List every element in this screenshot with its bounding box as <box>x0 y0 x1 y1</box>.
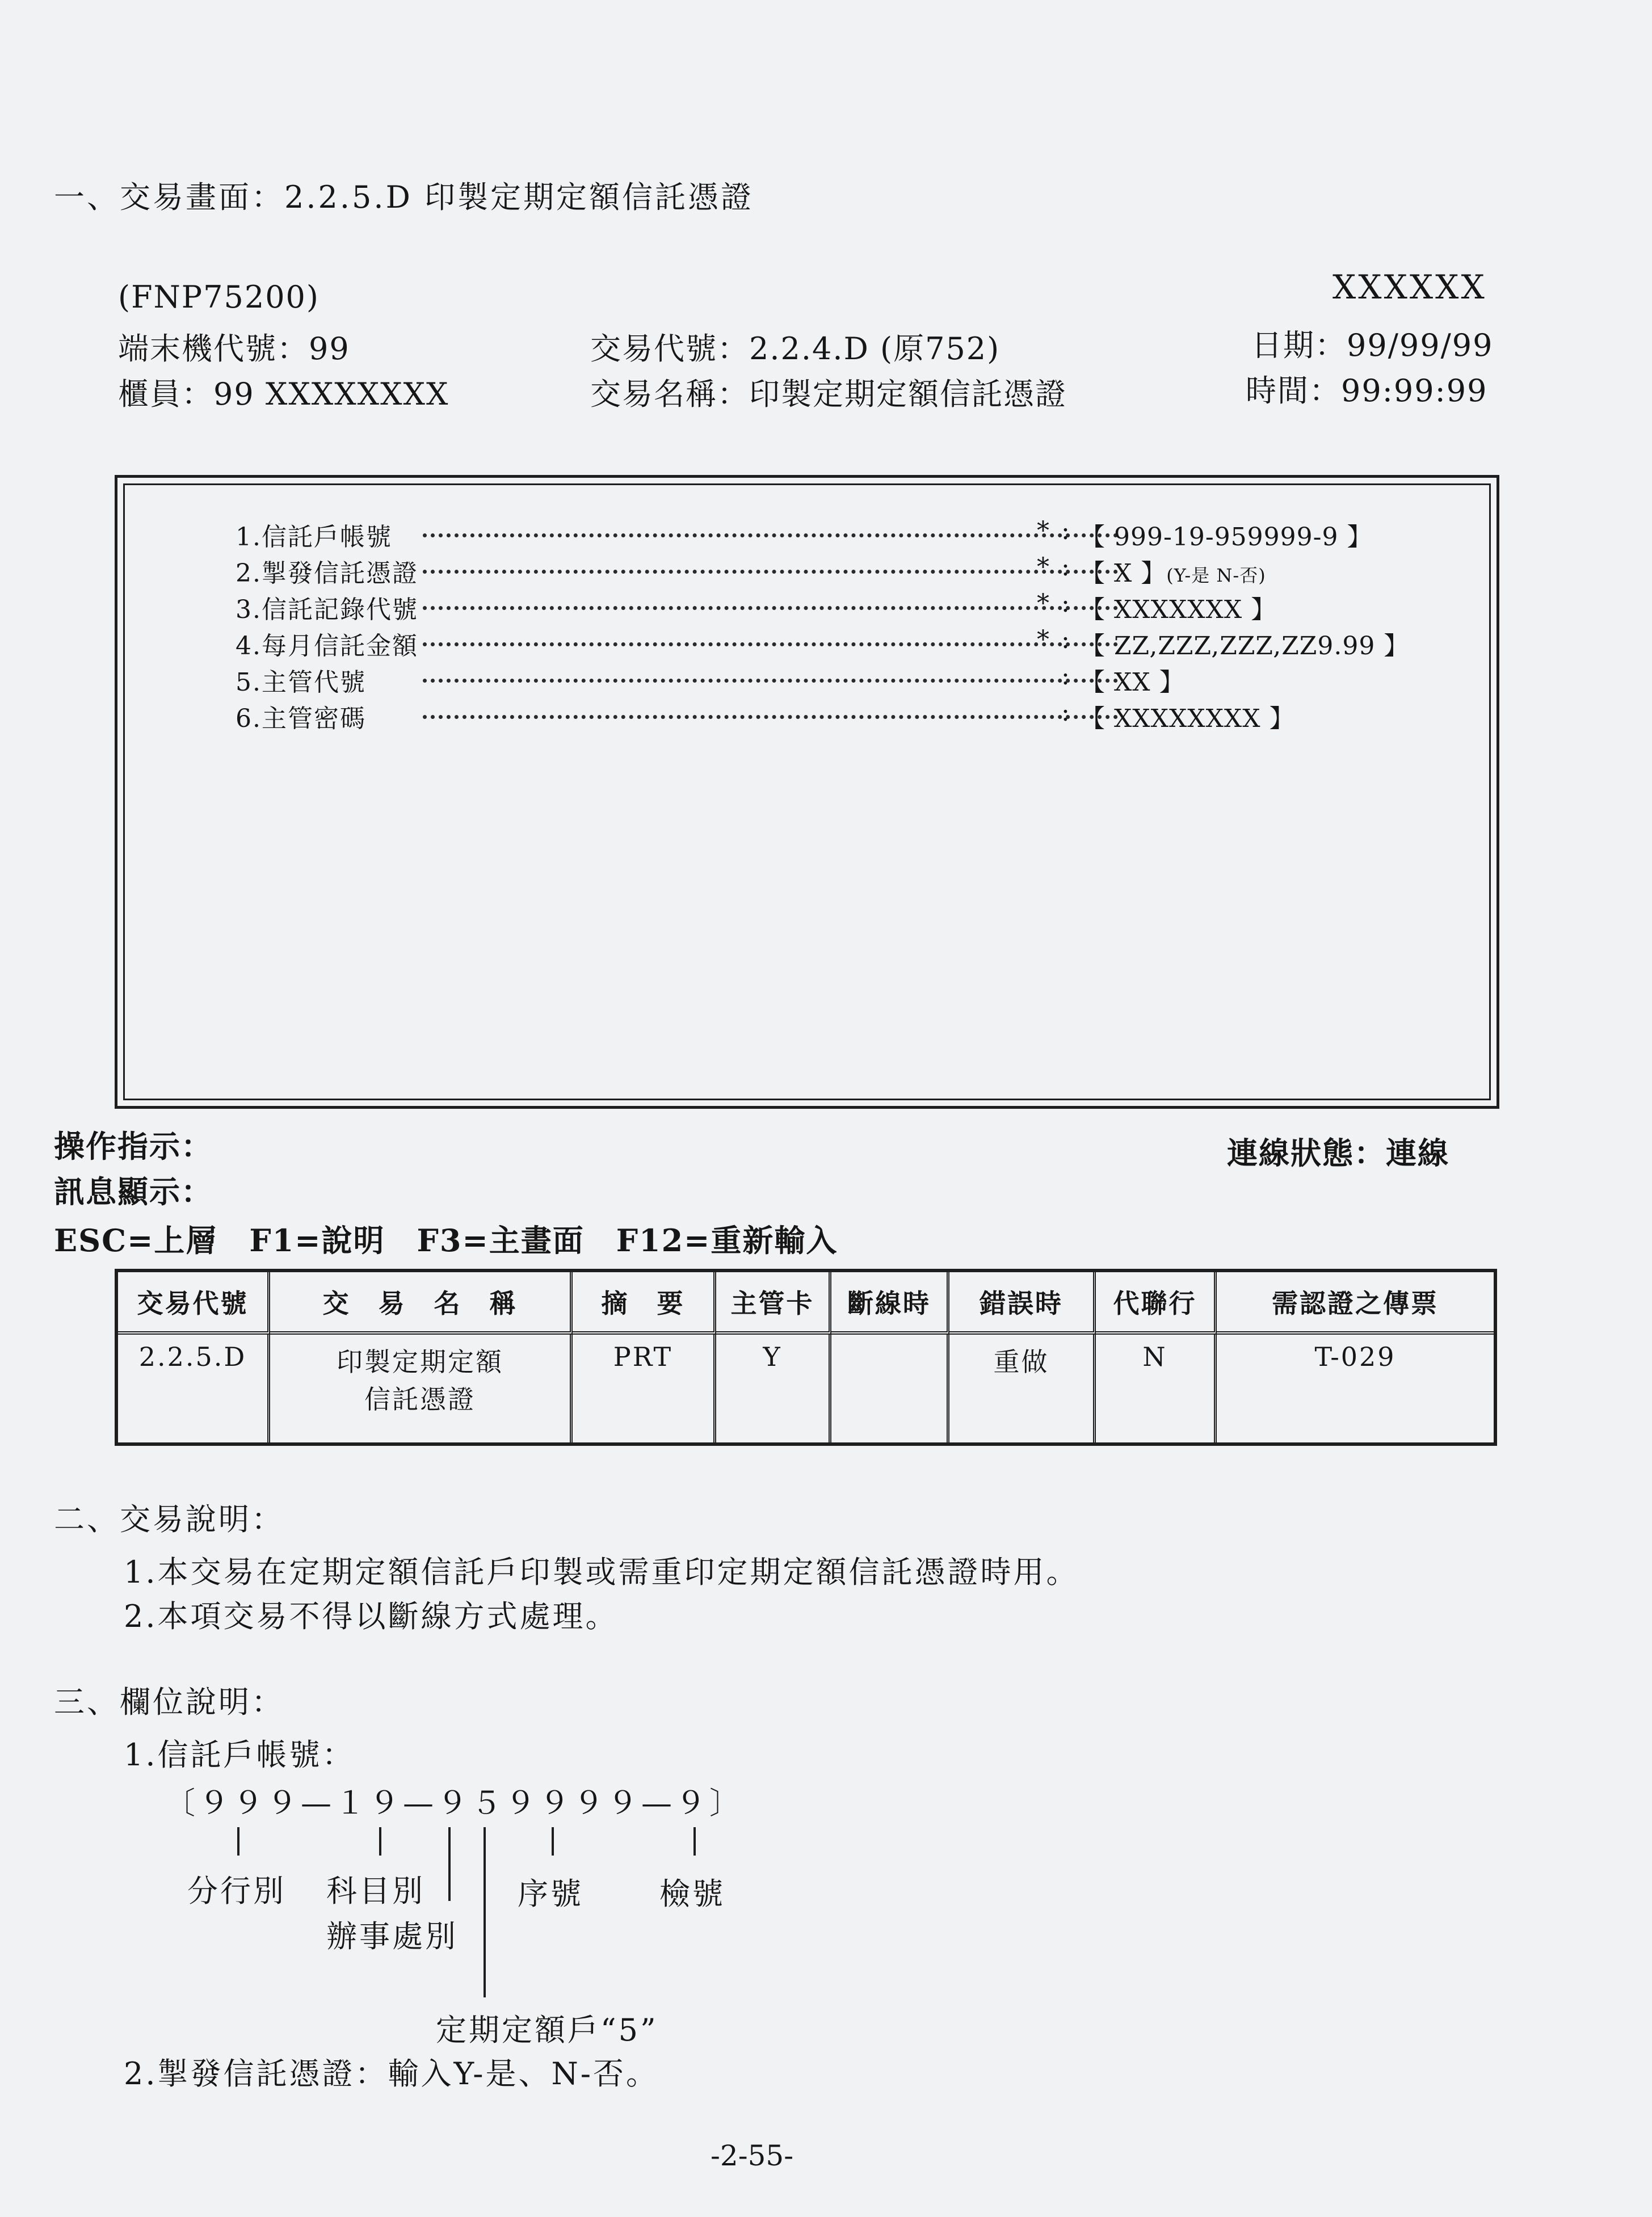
cell-trans-code: 2.2.5.D <box>118 1335 270 1442</box>
section3-item-2: 2.掣發信託憑證：輸入Y-是、N-否。 <box>124 2056 659 2092</box>
required-mark: * <box>1037 516 1049 545</box>
line-type <box>484 1827 486 1997</box>
field-label: 6.主管密碼 <box>236 704 366 733</box>
label-branch: 分行別 <box>187 1873 286 1909</box>
transaction-meta-table <box>115 1269 1497 1446</box>
connection-status: 連線狀態：連線 <box>1227 1135 1449 1171</box>
terminal-id: 端末機代號：99 <box>118 331 350 367</box>
section3-heading: 三、欄位說明： <box>54 1684 284 1720</box>
leader-dots <box>423 533 1118 537</box>
leader-dots <box>423 606 1118 610</box>
leader-dots <box>423 715 1118 719</box>
field-label: 1.信託戶帳號 <box>236 523 392 552</box>
line-branch <box>237 1827 239 1856</box>
message-display: 訊息顯示： <box>54 1173 213 1210</box>
section3-item-1: 1.信託戶帳號： <box>124 1737 355 1773</box>
trans-name-line1: 印製定期定額 <box>337 1347 503 1377</box>
line-office <box>448 1827 451 1901</box>
field-label: 3.信託記錄代號 <box>236 595 418 624</box>
teller-id: 櫃員：99 XXXXXXXX <box>118 376 449 412</box>
supervisor-password-input[interactable]: 【 XXXXXXXX 】 <box>1080 704 1295 733</box>
col-on-error: 錯誤時 <box>949 1272 1096 1335</box>
label-seq: 序號 <box>518 1876 583 1912</box>
time-display: 時間：99:99:99 <box>1246 373 1488 409</box>
label-office: 辦事處別 <box>326 1919 458 1954</box>
col-agent-bank: 代聯行 <box>1096 1272 1217 1335</box>
record-code-input[interactable]: 【 XXXXXXX 】 <box>1080 595 1277 624</box>
program-id: (FNP75200) <box>118 279 320 315</box>
label-subject: 科目別 <box>326 1873 425 1909</box>
page-number: -2-55- <box>711 2139 794 2172</box>
field-colon: : <box>1061 662 1070 691</box>
monthly-amount-input[interactable]: 【 ZZ,ZZZ,ZZZ,ZZ9.99 】 <box>1080 632 1410 661</box>
label-check: 檢號 <box>659 1876 725 1912</box>
line-subject <box>379 1827 381 1856</box>
top-right-code: XXXXXX <box>1332 268 1487 306</box>
required-mark: * <box>1037 625 1049 654</box>
issue-cert-input[interactable] <box>1080 553 1266 589</box>
required-mark: * <box>1037 589 1049 618</box>
leader-dots <box>423 570 1118 574</box>
yes-no-hint: (Y-是 N-否) <box>1166 565 1266 586</box>
function-keys[interactable]: ESC=上層 F1=說明 F3=主畫面 F12=重新輸入 <box>54 1222 838 1259</box>
account-input[interactable]: 【 999-19-959999-9 】 <box>1080 523 1373 552</box>
field-label: 5.主管代號 <box>236 668 366 697</box>
line-check <box>693 1827 696 1856</box>
cell-trans-name <box>270 1335 573 1442</box>
cell-voucher: T-029 <box>1314 1341 1396 1372</box>
trans-code: 交易代號：2.2.4.D (原752) <box>590 331 1001 367</box>
section1-heading: 一、交易畫面：2.2.5.D 印製定期定額信託憑證 <box>54 179 754 215</box>
label-type: 定期定額戶“5” <box>436 2012 658 2048</box>
field-label: 2.掣發信託憑證 <box>236 559 418 588</box>
section2-heading: 二、交易說明： <box>54 1501 284 1537</box>
issue-cert-value[interactable]: 【 X 】 <box>1080 559 1167 588</box>
col-voucher: 需認證之傳票 <box>1217 1272 1494 1335</box>
section2-item-2: 2.本項交易不得以斷線方式處理。 <box>124 1598 619 1634</box>
field-colon: : <box>1061 553 1070 582</box>
account-format: 〔９９９—１９—９５９９９９—９〕 <box>165 1785 743 1821</box>
cell-offline <box>831 1335 949 1442</box>
field-colon: : <box>1061 698 1070 727</box>
leader-dots <box>423 642 1118 646</box>
transaction-screen <box>115 475 1499 1109</box>
field-label: 4.每月信託金額 <box>236 632 418 661</box>
col-supervisor-card: 主管卡 <box>716 1272 831 1335</box>
cell-supervisor-card: Y <box>716 1335 831 1442</box>
cell-agent-bank: N <box>1096 1335 1217 1442</box>
cell-on-error: 重做 <box>949 1335 1096 1442</box>
field-colon: : <box>1061 625 1070 654</box>
cell-summary: PRT <box>573 1335 716 1442</box>
col-offline: 斷線時 <box>831 1272 949 1335</box>
col-trans-name: 交 易 名 稱 <box>270 1272 573 1335</box>
required-mark: * <box>1037 553 1049 582</box>
date-display: 日期：99/99/99 <box>1251 327 1494 363</box>
section2-item-1: 1.本交易在定期定額信託戶印製或需重印定期定額信託憑證時用。 <box>124 1554 1079 1590</box>
operation-hint: 操作指示： <box>54 1128 213 1164</box>
trans-name-line2: 信託憑證 <box>364 1384 476 1415</box>
supervisor-code-input[interactable]: 【 XX 】 <box>1080 668 1185 697</box>
line-seq <box>552 1827 554 1856</box>
trans-name: 交易名稱：印製定期定額信託憑證 <box>590 376 1067 412</box>
leader-dots <box>423 679 1118 683</box>
col-trans-code: 交易代號 <box>118 1272 270 1335</box>
field-colon: : <box>1061 516 1070 545</box>
table-row <box>118 1335 1494 1442</box>
table-header-row <box>118 1272 1494 1335</box>
field-colon: : <box>1061 589 1070 618</box>
col-summary: 摘 要 <box>573 1272 716 1335</box>
screen-inner-border <box>123 483 1491 1100</box>
